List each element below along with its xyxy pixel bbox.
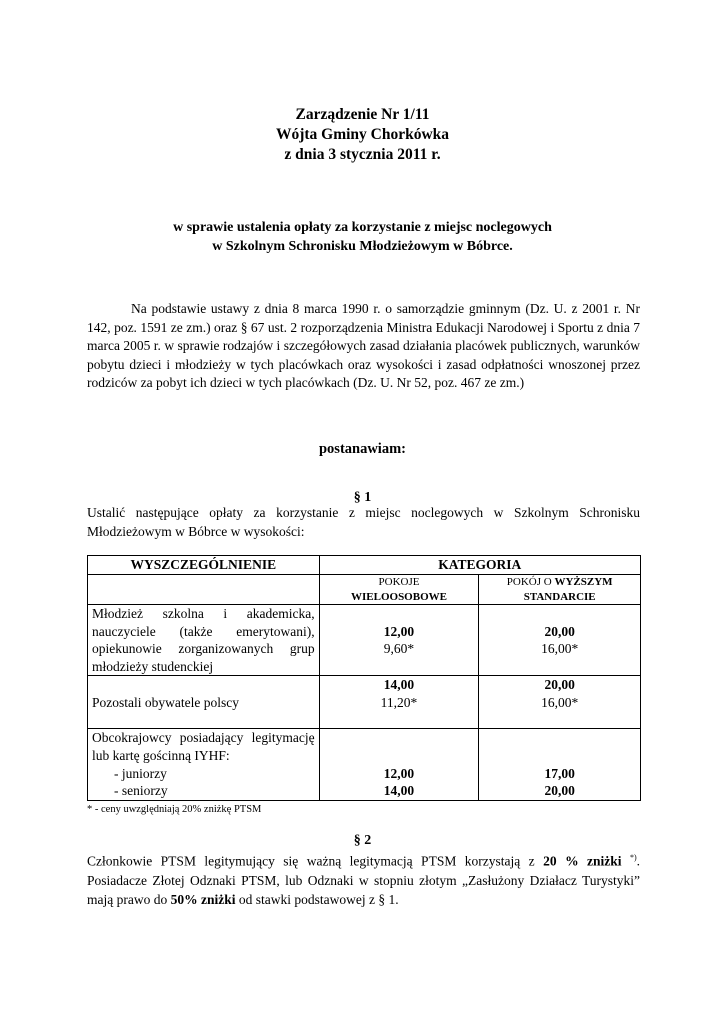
subheader-multi-line-1: POKOJE bbox=[378, 576, 420, 588]
subheader-higher-standard bbox=[479, 575, 641, 605]
row-3-description bbox=[88, 729, 320, 800]
section-2-footnote-mark: *) bbox=[629, 853, 637, 862]
decision-heading: postanawiam: bbox=[318, 441, 406, 457]
section-2-text bbox=[87, 848, 640, 909]
row-1-multi-discount: 9,60* bbox=[383, 641, 415, 657]
row-3-std-juniors: 17,00 bbox=[544, 765, 575, 781]
row-2-multi-room-price bbox=[319, 676, 479, 729]
row-2-standard-price bbox=[479, 676, 641, 729]
subheader-std-prefix: POKÓJ O bbox=[506, 576, 552, 588]
row-3-std-seniors: 20,00 bbox=[544, 783, 575, 799]
row-3-seniors-label: - seniorzy bbox=[114, 783, 168, 799]
section-2-discount-20: 20 % zniżki bbox=[543, 853, 622, 869]
legal-basis-paragraph: Na podstawie ustawy z dnia 8 marca 1990 r. o samorządzie gminnym (Dz. U. z 2001 r. Nr 142, poz. 1591 ze zm.) oraz § 67 ust. 2 rozporządzenia Ministra Edukacji Narodowej i Sportu z dnia 7 marca 2005 r. w sprawie rodzajów i szczegółowych zasad działania placówek publicznych, warunków pobytu dzieci i młodzieży w tych placówkach oraz wysokości i zasad odpłatności wnoszonej przez rodziców za pobyt ich dzieci w tych placówkach (Dz. U. Nr 52, poz. 467 ze zm.) bbox=[87, 301, 640, 391]
section-1-heading: § 1 bbox=[353, 490, 372, 505]
row-3-multi-seniors: 14,00 bbox=[383, 783, 415, 799]
subheader-multi-room bbox=[319, 575, 479, 605]
document-subject bbox=[0, 218, 725, 256]
title-line-1: Zarządzenie Nr 1/11 bbox=[295, 106, 430, 123]
header-category: KATEGORIA bbox=[319, 556, 640, 575]
price-footnote: * - ceny uwzględniają 20% zniżkę PTSM bbox=[87, 804, 262, 815]
title-line-2: Wójta Gminy Chorkówka bbox=[275, 126, 450, 143]
subheader-std-line-1 bbox=[483, 575, 636, 590]
subheader-multi-line-2: WIELOOSOBOWE bbox=[351, 590, 447, 603]
row-3-standard-price bbox=[479, 729, 641, 800]
header-specification: WYSZCZEGÓLNIENIE bbox=[88, 556, 320, 575]
row-1-std-base: 20,00 bbox=[544, 623, 575, 639]
subheader-std-bold: WYŻSZYM bbox=[554, 576, 613, 588]
row-1-std-discount: 16,00* bbox=[541, 641, 579, 657]
document-title bbox=[0, 105, 725, 165]
row-1-description: Młodzież szkolna i akademicka, nauczyciele (także emerytowani), opiekunowie zorganizowanych grup młodzieży studenckiej bbox=[88, 605, 320, 676]
row-1-standard-price bbox=[479, 605, 641, 676]
row-2-description-text: Pozostali obywatele polscy bbox=[92, 694, 239, 710]
section-2-heading: § 2 bbox=[353, 833, 372, 848]
table-header-row bbox=[88, 556, 641, 575]
table-row bbox=[88, 729, 641, 800]
row-1-multi-base: 12,00 bbox=[383, 623, 415, 639]
row-2-description bbox=[88, 676, 320, 729]
section-2-part-1: Członkowie PTSM legitymujący się ważną legitymacją PTSM korzystają z bbox=[87, 853, 544, 869]
row-1-multi-room-price bbox=[319, 605, 479, 676]
row-3-multi-juniors: 12,00 bbox=[383, 765, 415, 781]
section-2-part-2: . Posiadacze Złotej Odznaki PTSM, lub Odznaki w stopniu złotym „Zasłużony Działacz Turystyki” mają prawo do bbox=[87, 853, 641, 907]
section-2-part-3: od stawki podstawowej z § 1. bbox=[235, 891, 399, 907]
subject-line-2: w Szkolnym Schronisku Młodzieżowym w Bóbrce. bbox=[212, 239, 513, 254]
row-2-std-base: 20,00 bbox=[544, 677, 575, 693]
subheader-empty-cell bbox=[88, 575, 320, 605]
title-line-3: z dnia 3 stycznia 2011 r. bbox=[284, 146, 441, 163]
subject-line-1: w sprawie ustalenia opłaty za korzystanie z miejsc noclegowych bbox=[173, 220, 552, 235]
table-row bbox=[88, 676, 641, 729]
section-2-discount-50: 50% zniżki bbox=[170, 891, 236, 907]
row-2-multi-discount: 11,20* bbox=[380, 694, 418, 710]
row-3-juniors-label: - juniorzy bbox=[114, 765, 167, 781]
table-subheader-row bbox=[88, 575, 641, 605]
fees-table bbox=[87, 555, 641, 801]
table-row bbox=[88, 605, 641, 676]
row-3-multi-room-price bbox=[319, 729, 479, 800]
subheader-std-line-2: STANDARCIE bbox=[523, 590, 596, 603]
row-2-std-discount: 16,00* bbox=[541, 694, 579, 710]
section-1-text: Ustalić następujące opłaty za korzystanie z miejsc noclegowych w Szkolnym Schronisku Młodzieżowym w Bóbrce w wysokości: bbox=[87, 505, 640, 539]
row-3-description-text: Obcokrajowcy posiadający legitymację lub kartę gościnną IYHF: bbox=[92, 730, 315, 763]
row-2-multi-base: 14,00 bbox=[383, 677, 415, 693]
